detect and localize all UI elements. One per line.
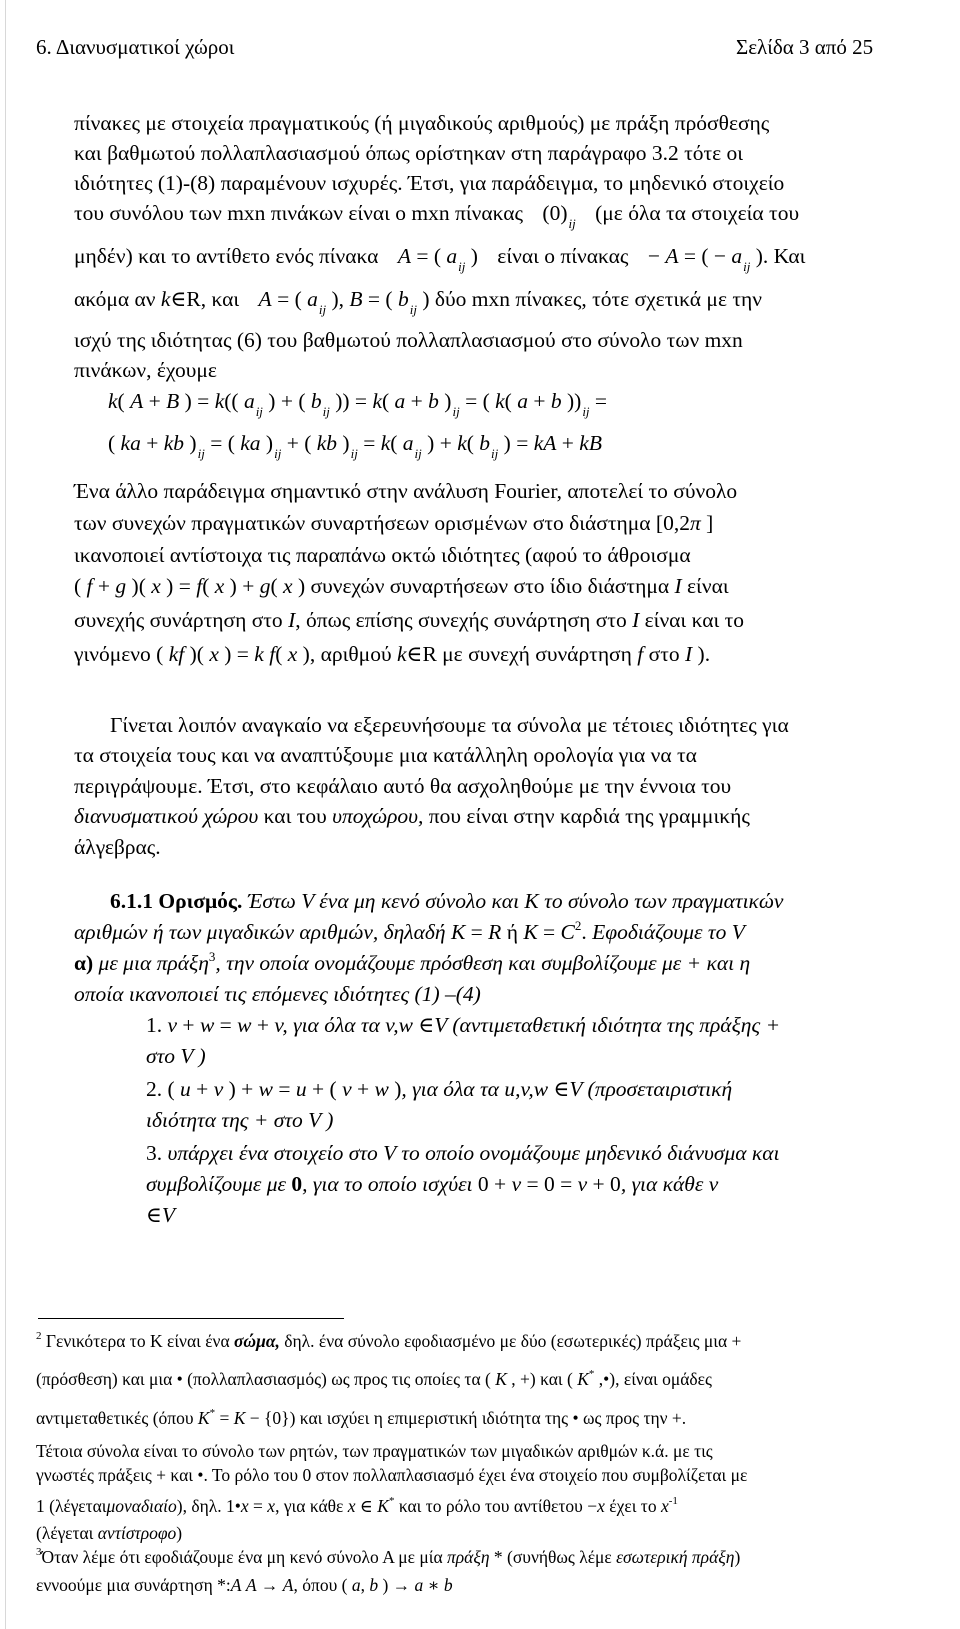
math-commutative: v + w = w + v: [167, 1013, 283, 1037]
text-line: ικανοποιεί αντίστοιχα τις παραπάνω οκτώ ιδιότητες (αφού το άθροισμα: [74, 543, 691, 567]
definition-title: Ορισμός: [158, 889, 237, 913]
text-line: Ένα άλλο παράδειγμα σημαντικό στην ανάλυση Fourier, αποτελεί το σύνολο: [74, 479, 738, 503]
math-neg-matrix: − A = ( − $a_{ij}$ ).: [647, 244, 769, 274]
math-interval: [0,2π ]: [655, 511, 714, 535]
footnote-line: γνωστές πράξεις + και •. Το ρόλο του 0 στον πολλαπλασιασμό έχει ένα στοιχείο που συμβολίζεται με: [36, 1465, 748, 1485]
text-line: διανυσματικού χώρου και του υποχώρου, που είναι στην καρδιά της γραμμικής: [74, 804, 750, 828]
text-line: των συνεχών πραγματικών συναρτήσεων ορισμένων στο διάστημα [0,2π ]: [74, 511, 714, 535]
definition-number: 6.1.1: [110, 889, 153, 913]
text-line: συνεχής συνάρτηση στο I, όπως επίσης συνεχής συνάρτηση στο I είναι και το: [74, 608, 745, 632]
list-item: 1. v + w = w + v, για όλα τα v,w ∈V (αντιμεταθετική ιδιότητα της πράξης +: [146, 1013, 781, 1037]
list-item-continuation: ιδιότητα της + στο V ): [146, 1108, 334, 1132]
footnote-line: (λέγεται αντίστροφο): [36, 1523, 183, 1543]
page-number: Σελίδα 3 από 25: [736, 35, 874, 59]
footnote-separator: [38, 1318, 344, 1319]
text-line: ακόμα αν k∈R, και A = ( $a_{ij}$ ), B = ( $b_{ij}$ ) δύο mxn πίνακες, τότε σχετικά με την: [74, 287, 762, 317]
math-product-function: ( kf )( x ) = k f( x ): [156, 642, 310, 666]
text-line: γινόμενο ( kf )( x ) = k f( x ), αριθμού k∈R με συνεχή συνάρτηση f στο I ).: [74, 642, 711, 666]
list-item-continuation: συμβολίζουμε με 0, για το οποίο ισχύει 0 + v = 0 = v + 0, για κάθε v: [146, 1172, 719, 1196]
text-line: του συνόλου των mxn πινάκων είναι ο mxn πίνακας $(0)_{ij}$ (με όλα τα στοιχεία του: [74, 201, 800, 231]
footnote-3: $^3$Όταν λέμε ότι εφοδιάζουμε ένα μη κενό σύνολο Α με μία πράξη * (συνήθως λέμε εσωτερική πράξη): [36, 1546, 741, 1567]
math-matrix-a: A: [397, 244, 411, 268]
text-line: ιδιότητες (1)-(8) παραμένουν ισχυρές. Έτσι, για παράδειγμα, το μηδενικό στοιχείο: [74, 171, 785, 195]
math-field-choice: K = R ή $K = C^2$.: [450, 918, 587, 944]
equation-line-1: k( A + B ) = k(( $a_{ij}$ ) + ( $b_{ij}$ )) = k( a + b )$_{ij}$ = ( k( a + b ))$_{ij}$ =: [108, 389, 608, 419]
footnote-line: εννοούμε μια συνάρτηση *:A A → A, όπου ( a, b ) → a ∗ b: [36, 1575, 453, 1595]
text-line: οποία ικανοποιεί τις επόμενες ιδιότητες (1) –(4): [74, 982, 481, 1006]
text-line: ( f + g )( x ) = f( x ) + g( x ) συνεχών συναρτήσεων στο ίδιο διάστημα I είναι: [74, 574, 729, 598]
chapter-title: 6. Διανυσματικοί χώροι: [36, 35, 235, 59]
footnote-line: αντιμεταθετικές (όπου K* = K − {0}) και ισχύει η επιμεριστική ιδιότητα της • ως προς την +.: [36, 1407, 687, 1428]
list-item: 3. υπάρχει ένα στοιχείο στο V το οποίο ονομάζουμε μηδενικό διάνυσμα και: [146, 1141, 780, 1165]
math-matrices-ab: A = ( $a_{ij}$ ), B = ( $b_{ij}$ ): [258, 287, 430, 317]
math-associative: ( u + v ) + w = u + ( v + w ): [167, 1077, 402, 1101]
list-item-continuation: στο V ): [146, 1044, 206, 1068]
math-sum-function: ( f + g )( x ) = f( x ) + g( x ): [74, 574, 306, 598]
text-line: τα στοιχεία τους και να αναπτύξουμε μια κατάλληλη ορολογία για να τα: [74, 743, 697, 767]
list-item-continuation: ∈V: [146, 1203, 176, 1227]
text-line: α) με μια πράξη$^3$, την οποία ονομάζουμε πρόσθεση και συμβολίζουμε με + και η: [74, 949, 751, 975]
footnote-2: $^2$ Γενικότερα το Κ είναι ένα σώμα, δηλ. ένα σύνολο εφοδιασμένο με δύο (εσωτερικές) πράξεις μια +: [36, 1330, 742, 1351]
text-line: μηδέν) και το αντίθετο ενός πίνακα A = ( $a_{ij}$ ) είναι ο πίνακας − A = ( − $a_{ij}$ ). Και: [74, 244, 806, 274]
text-line: πινάκων, έχουμε: [74, 358, 217, 382]
math-zero-vector: 0 + v = 0 = v + 0: [477, 1172, 621, 1196]
text-line: ισχύ της ιδιότητας (6) του βαθμωτού πολλαπλασιασμού στο σύνολο των mxn: [74, 328, 743, 352]
text-line: Γίνεται λοιπόν αναγκαίο να εξερευνήσουμε τα σύνολα με τέτοιες ιδιότητες για: [110, 713, 789, 737]
text-line: και βαθμωτού πολλαπλασιασμού όπως ορίστηκαν στη παράγραφο 3.2 τότε οι: [74, 141, 744, 165]
math-zero-matrix: $(0)_{ij}$: [542, 201, 576, 231]
text-line: αριθμών ή των μιγαδικών αριθμών, δηλαδή K = R ή $K = C^2$. Εφοδιάζουμε το V: [74, 918, 745, 944]
footnote-line: (πρόσθεση) και μια • (πολλαπλασιασμός) ως προς τις οποίες τα ( K , +) και ( K* ,•), είναι ομάδες: [36, 1368, 712, 1389]
text-line: πίνακες με στοιχεία πραγματικούς (ή μιγαδικούς αριθμούς) με πράξη πρόσθεσης: [74, 111, 770, 135]
footnote-line: Τέτοια σύνολα είναι το σύνολο των ρητών, των πραγματικών των μιγαδικών αριθμών κ.ά. με τις: [36, 1441, 713, 1461]
footnote-line: 1 (λέγεταιμοναδιαίο), δηλ. 1•x = x, για κάθε x ∈ K* και το ρόλο του αντίθετου −x έχει το $x^{-1}$: [36, 1495, 678, 1516]
definition-heading-line: 6.1.1 Ορισμός. Έστω V ένα μη κενό σύνολο και K το σύνολο των πραγματικών: [110, 889, 784, 913]
text-line: περιγράψουμε. Έτσι, στο κεφάλαιο αυτό θα ασχοληθούμε με την έννοια του: [74, 774, 732, 798]
text-line: άλγεβρας.: [74, 835, 161, 859]
page-edge: [5, 0, 6, 1629]
equation-line-2: ( ka + kb )$_{ij}$ = ( ka )$_{ij}$ + ( kb )$_{ij} = k$( $a_{ij}$ ) + k( $b_{ij}$ ) = kA + kB: [108, 431, 602, 461]
list-item: 2. ( u + v ) + w = u + ( v + w ), για όλα τα u,v,w ∈V (προσεταιριστική: [146, 1077, 733, 1101]
